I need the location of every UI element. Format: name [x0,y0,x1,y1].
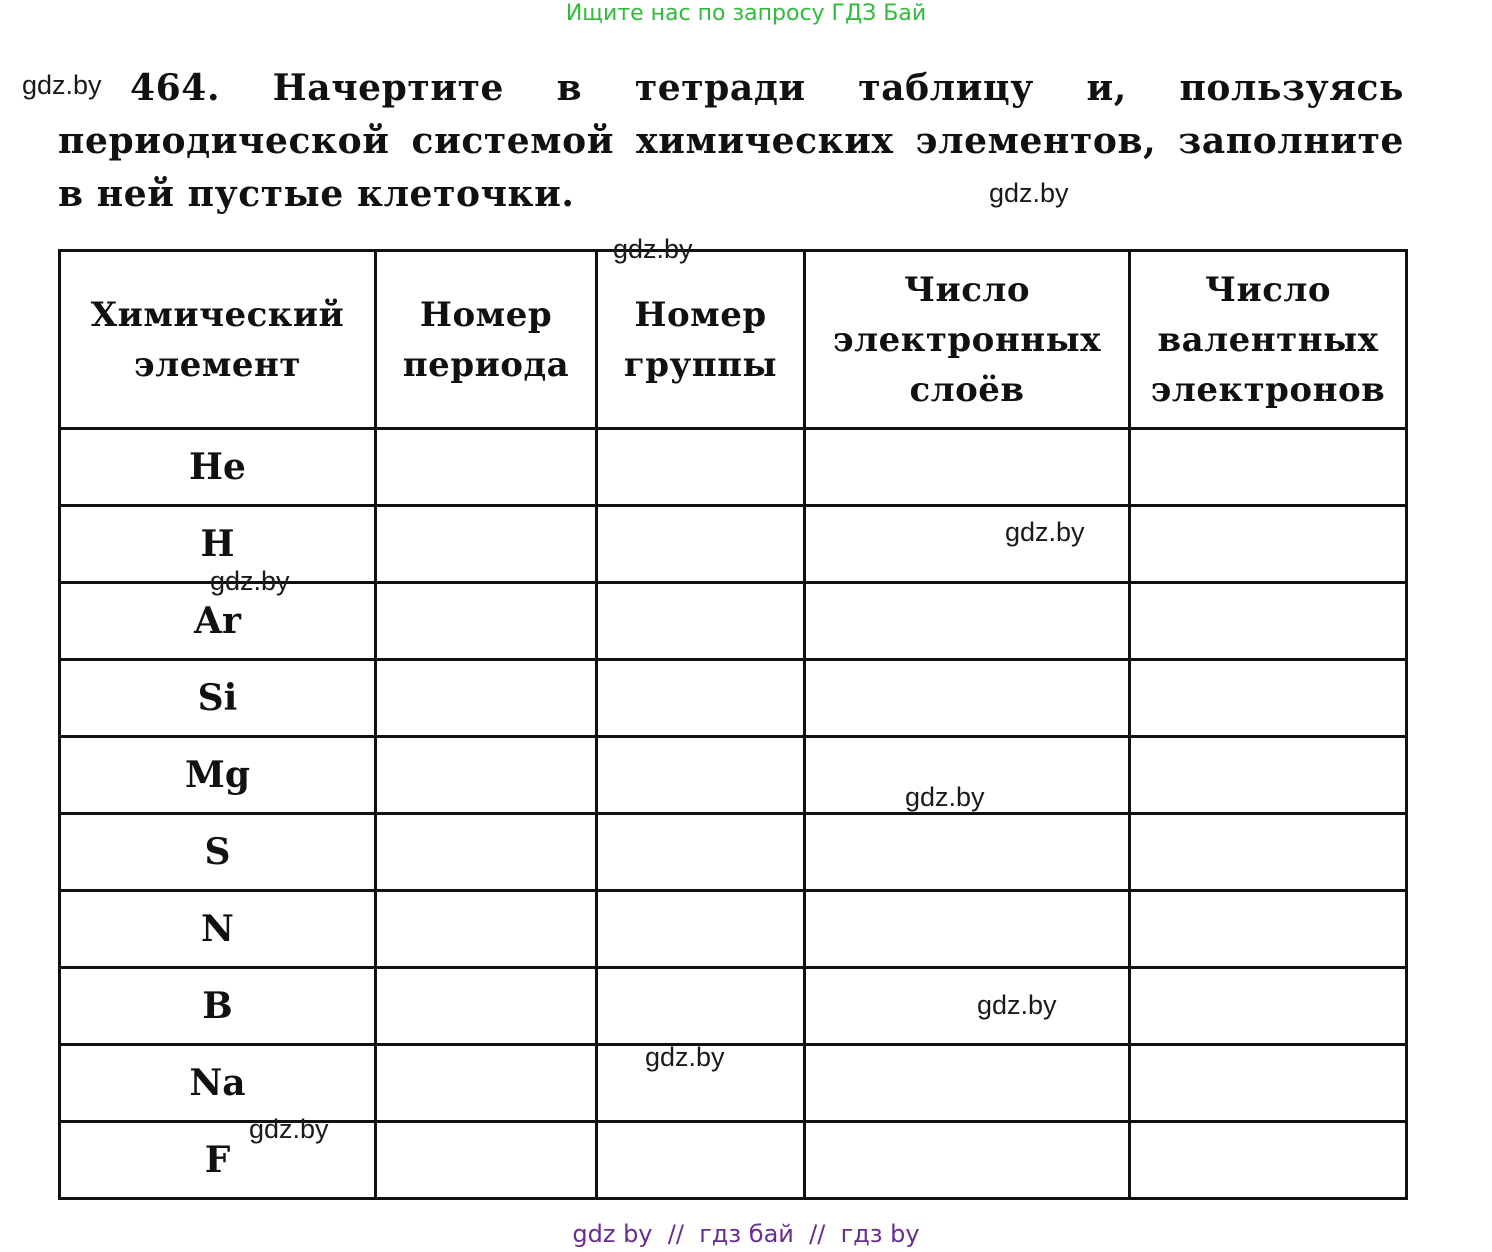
watermark: gdz.by [210,566,290,596]
table-row [60,660,1407,737]
empty-cell [805,891,1130,968]
empty-cell [1130,1122,1407,1199]
empty-cell [805,814,1130,891]
element-symbol: Si [60,660,376,737]
empty-cell [376,814,597,891]
watermark: gdz.by [613,234,693,264]
empty-cell [376,506,597,583]
empty-cell [376,429,597,506]
element-symbol: B [60,968,376,1045]
watermark: gdz.by [1005,517,1085,547]
empty-cell [597,968,805,1045]
empty-cell [597,506,805,583]
watermark: gdz.by [977,990,1057,1020]
empty-cell [1130,660,1407,737]
header-group-number: Номер группы [597,251,805,429]
empty-cell [1130,737,1407,814]
empty-cell [376,660,597,737]
table-row [60,968,1407,1045]
empty-cell [376,891,597,968]
task-body: Начертите в тетради таблицу и, пользуясь периодической системой химических элементов, заполните в ней пустые клеточки. [58,67,1404,215]
header-chemical-element: Химический элемент [60,251,376,429]
empty-cell [805,583,1130,660]
table-row [60,891,1407,968]
elements-table [58,249,1408,1200]
element-symbol: S [60,814,376,891]
empty-cell [1130,814,1407,891]
empty-cell [805,968,1130,1045]
empty-cell [597,660,805,737]
watermark: gdz.by [22,70,102,100]
table-row [60,814,1407,891]
task-number: 464. [130,67,221,109]
header-period-number: Номер периода [376,251,597,429]
empty-cell [597,891,805,968]
empty-cell [597,429,805,506]
empty-cell [1130,429,1407,506]
table-row [60,429,1407,506]
table-header-row [60,251,1407,429]
empty-cell [597,583,805,660]
element-symbol: Ar [60,583,376,660]
empty-cell [376,737,597,814]
watermark: gdz.by [645,1042,725,1072]
element-symbol: F [60,1122,376,1199]
empty-cell [376,968,597,1045]
element-symbol: H [60,506,376,583]
table-row [60,737,1407,814]
empty-cell [597,814,805,891]
watermark: gdz.by [989,178,1069,208]
empty-cell [1130,506,1407,583]
empty-cell [1130,1045,1407,1122]
empty-cell [1130,968,1407,1045]
empty-cell [805,660,1130,737]
empty-cell [805,1045,1130,1122]
task-text [58,62,1404,221]
element-symbol: Na [60,1045,376,1122]
top-banner: Ищите нас по запросу ГДЗ Бай [565,1,927,26]
element-symbol: N [60,891,376,968]
empty-cell [597,737,805,814]
empty-cell [376,583,597,660]
empty-cell [376,1045,597,1122]
table-row [60,1045,1407,1122]
empty-cell [1130,891,1407,968]
header-electron-layers: Число электронных слоёв [805,251,1130,429]
element-symbol: Mg [60,737,376,814]
empty-cell [805,1122,1130,1199]
empty-cell [597,1122,805,1199]
watermark: gdz.by [249,1114,329,1144]
header-valence-electrons: Число валентных электронов [1130,251,1407,429]
element-symbol: He [60,429,376,506]
empty-cell [805,429,1130,506]
watermark: gdz.by [905,782,985,812]
empty-cell [376,1122,597,1199]
footer: gdz by // гдз бай // гдз by [572,1220,920,1248]
empty-cell [1130,583,1407,660]
